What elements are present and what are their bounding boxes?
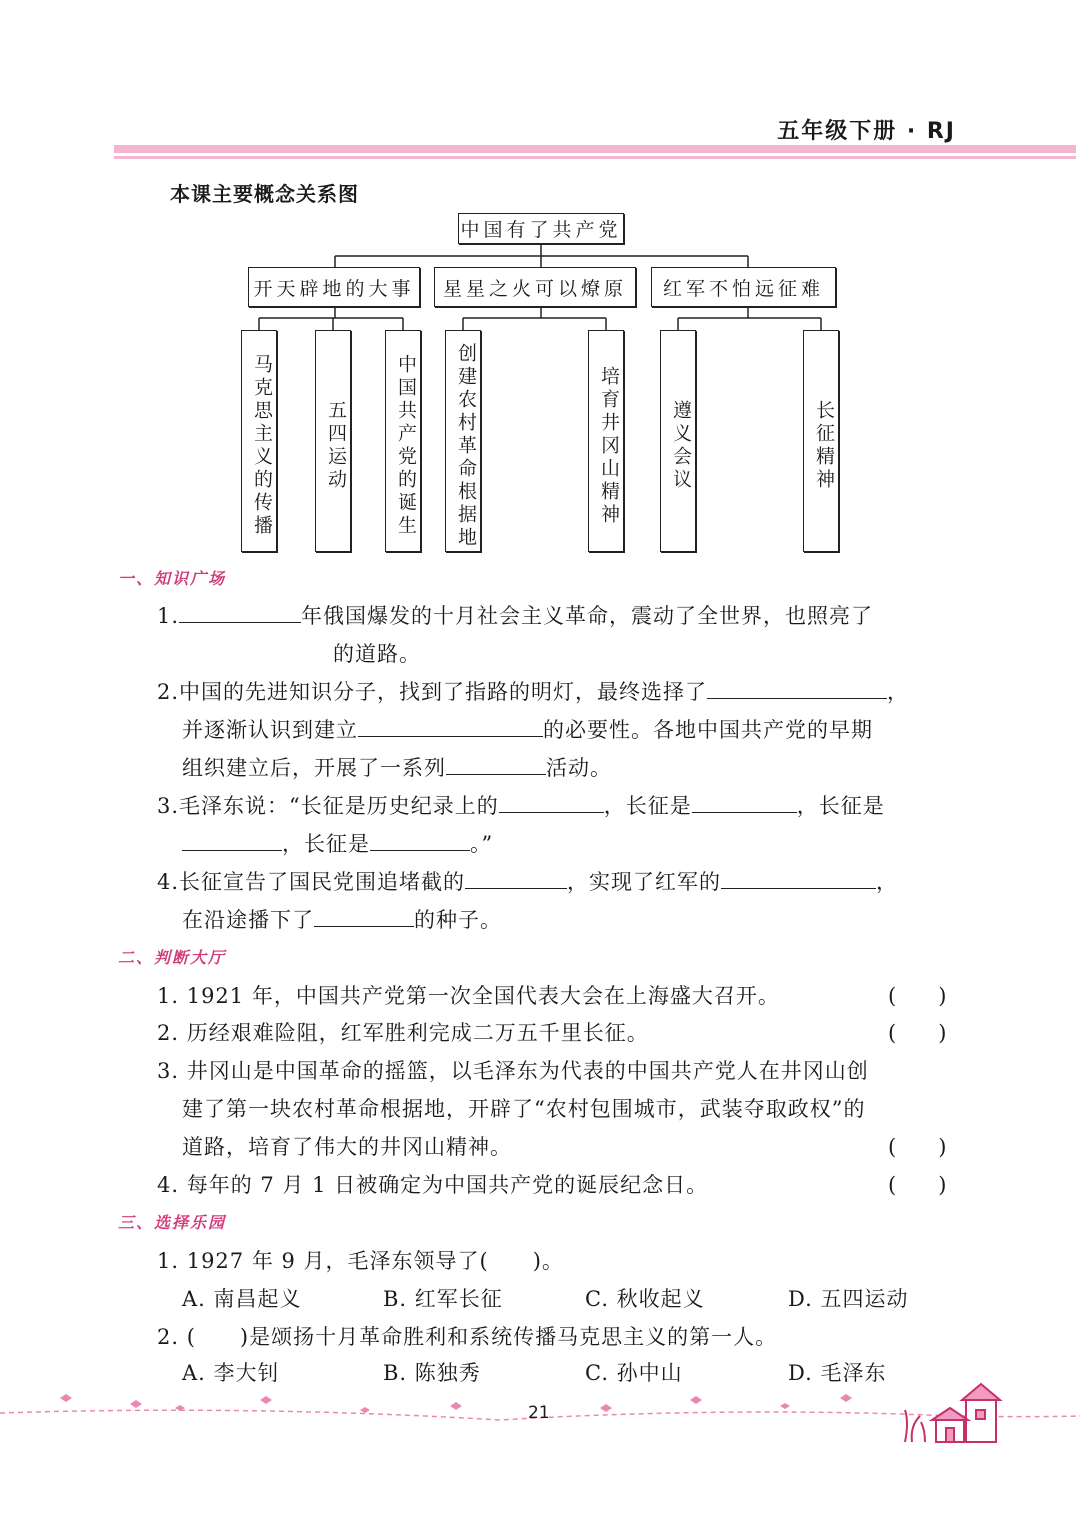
s2-q3-line2: 建了第一块农村革命根据地，开辟了“农村包围城市，武装夺取政权”的 xyxy=(182,1097,866,1121)
s3-q2: 2. ( )是颂扬十月革命胜利和系统传播马克思主义的第一人。 xyxy=(157,1325,778,1349)
s1-q3-blank-4[interactable] xyxy=(370,830,470,851)
s2-q3-answer[interactable]: ( ) xyxy=(888,1135,947,1159)
section-judge-title: 二、判断大厅 xyxy=(118,948,227,967)
s1-q2-line1 xyxy=(157,676,909,706)
s1-q3-blank-2[interactable] xyxy=(692,792,797,813)
section-choice-title: 三、选择乐园 xyxy=(118,1213,227,1232)
s3-q2-option-b[interactable]: B. 陈独秀 xyxy=(383,1361,481,1385)
s3-q1-option-a[interactable]: A. 南昌起义 xyxy=(182,1287,302,1311)
house-icon xyxy=(905,1384,1000,1442)
grade-label: 五年级下册 · RJ xyxy=(777,119,956,144)
s2-q3-line1: 3. 井冈山是中国革命的摇篮，以毛泽东为代表的中国共产党人在井冈山创 xyxy=(157,1059,869,1083)
s3-q2-option-d[interactable]: D. 毛泽东 xyxy=(788,1361,887,1385)
diagram-leaf-zunyi: 遵义会议 xyxy=(660,330,696,552)
s1-q2-text-d: 组织建立后，开展了一系列 xyxy=(182,756,446,780)
s1-q4-line1 xyxy=(157,866,898,896)
s2-q4-answer[interactable]: ( ) xyxy=(888,1173,947,1197)
s1-q2-num: 2. xyxy=(157,680,180,704)
diagram-leaf-jinggangshan: 培育井冈山精神 xyxy=(588,330,624,552)
diagram-leaf-changzheng: 长征精神 xyxy=(803,330,839,552)
diagram-node-xingxing: 星星之火可以燎原 xyxy=(434,267,636,307)
diagram-title: 本课主要概念关系图 xyxy=(170,182,359,206)
diagram-root: 中国有了共产党 xyxy=(458,213,624,244)
s1-q4-text-b: ，实现了红军的 xyxy=(567,870,722,894)
s1-q2-text-e: 活动。 xyxy=(546,756,612,780)
s1-q3-text-e: 。” xyxy=(470,832,494,856)
s1-q2-text-b: 并逐渐认识到建立 xyxy=(182,718,358,742)
s1-q4-text-c: ， xyxy=(876,870,899,894)
s2-q2-answer[interactable]: ( ) xyxy=(888,1021,947,1045)
diagram-node-kaitian: 开天辟地的大事 xyxy=(248,267,420,307)
s1-q4-blank-3[interactable] xyxy=(314,906,414,927)
heart-icon xyxy=(60,1394,852,1413)
s1-q4-text-e: 的种子。 xyxy=(414,908,502,932)
s3-q1-option-b[interactable]: B. 红军长征 xyxy=(383,1287,503,1311)
footer-decoration xyxy=(0,1380,1080,1500)
s3-q2-option-c[interactable]: C. 孙中山 xyxy=(585,1361,683,1385)
page-number: 21 xyxy=(528,1403,550,1423)
s3-q1-option-d[interactable]: D. 五四运动 xyxy=(788,1287,909,1311)
s1-q1-text-b: 的道路。 xyxy=(333,642,421,666)
s1-q4-text-d: 在沿途播下了 xyxy=(182,908,314,932)
diagram-node-hongjun: 红军不怕远征难 xyxy=(651,267,836,307)
s1-q1-num: 1. xyxy=(157,604,180,628)
s1-q1-line1 xyxy=(157,600,873,630)
s1-q2-blank-1[interactable] xyxy=(707,678,887,699)
diagram-leaf-makesi: 马克思主义的传播 xyxy=(241,330,277,552)
s3-q1: 1. 1927 年 9 月，毛泽东领导了( )。 xyxy=(157,1249,564,1273)
s1-q4-blank-2[interactable] xyxy=(721,868,876,889)
s1-q3-blank-1[interactable] xyxy=(499,792,604,813)
diagram-leaf-dansheng: 中国共产党的诞生 xyxy=(385,330,421,552)
s2-q1-answer[interactable]: ( ) xyxy=(888,984,947,1008)
s1-q3-num: 3. xyxy=(157,794,180,818)
s1-q3-text-d: ，长征是 xyxy=(282,832,370,856)
s1-q3-line2 xyxy=(182,828,493,858)
s3-q1-option-c[interactable]: C. 秋收起义 xyxy=(585,1287,705,1311)
s1-q4-blank-1[interactable] xyxy=(465,868,567,889)
s2-q3-line3: 道路，培育了伟大的井冈山精神。 xyxy=(182,1135,512,1159)
s1-q1-line2 xyxy=(333,638,421,668)
s1-q4-line2 xyxy=(182,904,502,934)
s3-q2-option-a[interactable]: A. 李大钊 xyxy=(182,1361,280,1385)
s1-q2-text-c: 的必要性。各地中国共产党的早期 xyxy=(543,718,873,742)
s2-q4: 4. 每年的 7 月 1 日被确定为中国共产党的诞辰纪念日。 xyxy=(157,1173,709,1197)
section-knowledge-title: 一、知识广场 xyxy=(118,569,227,588)
s1-q1-text-a: 年俄国爆发的十月社会主义革命，震动了全世界，也照亮了 xyxy=(301,604,874,628)
diagram-leaf-genjudi: 创建农村革命根据地 xyxy=(445,330,481,552)
s1-q4-text-a: 长征宣告了国民党围追堵截的 xyxy=(179,870,466,894)
s1-q1-blank-1[interactable] xyxy=(179,602,301,623)
s1-q2-text-a-end: ， xyxy=(887,680,910,704)
s1-q2-line3 xyxy=(182,752,612,782)
s1-q3-line1 xyxy=(157,790,885,820)
s1-q3-blank-3[interactable] xyxy=(182,830,282,851)
s1-q3-text-a: 毛泽东说：“长征是历史纪录上的 xyxy=(179,794,499,818)
s1-q4-num: 4. xyxy=(157,870,180,894)
s1-q2-line2 xyxy=(182,714,873,744)
s1-q2-text-a: 中国的先进知识分子，找到了指路的明灯，最终选择了 xyxy=(179,680,708,704)
s2-q2: 2. 历经艰难险阻，红军胜利完成二万五千里长征。 xyxy=(157,1021,649,1045)
s1-q3-text-b: ，长征是 xyxy=(603,794,692,818)
diagram-leaf-wusi: 五四运动 xyxy=(315,330,351,552)
s2-q1: 1. 1921 年，中国共产党第一次全国代表大会在上海盛大召开。 xyxy=(157,984,780,1008)
s1-q3-text-c: ，长征是 xyxy=(796,794,885,818)
s1-q2-blank-3[interactable] xyxy=(446,754,546,775)
s1-q2-blank-2[interactable] xyxy=(358,716,543,737)
